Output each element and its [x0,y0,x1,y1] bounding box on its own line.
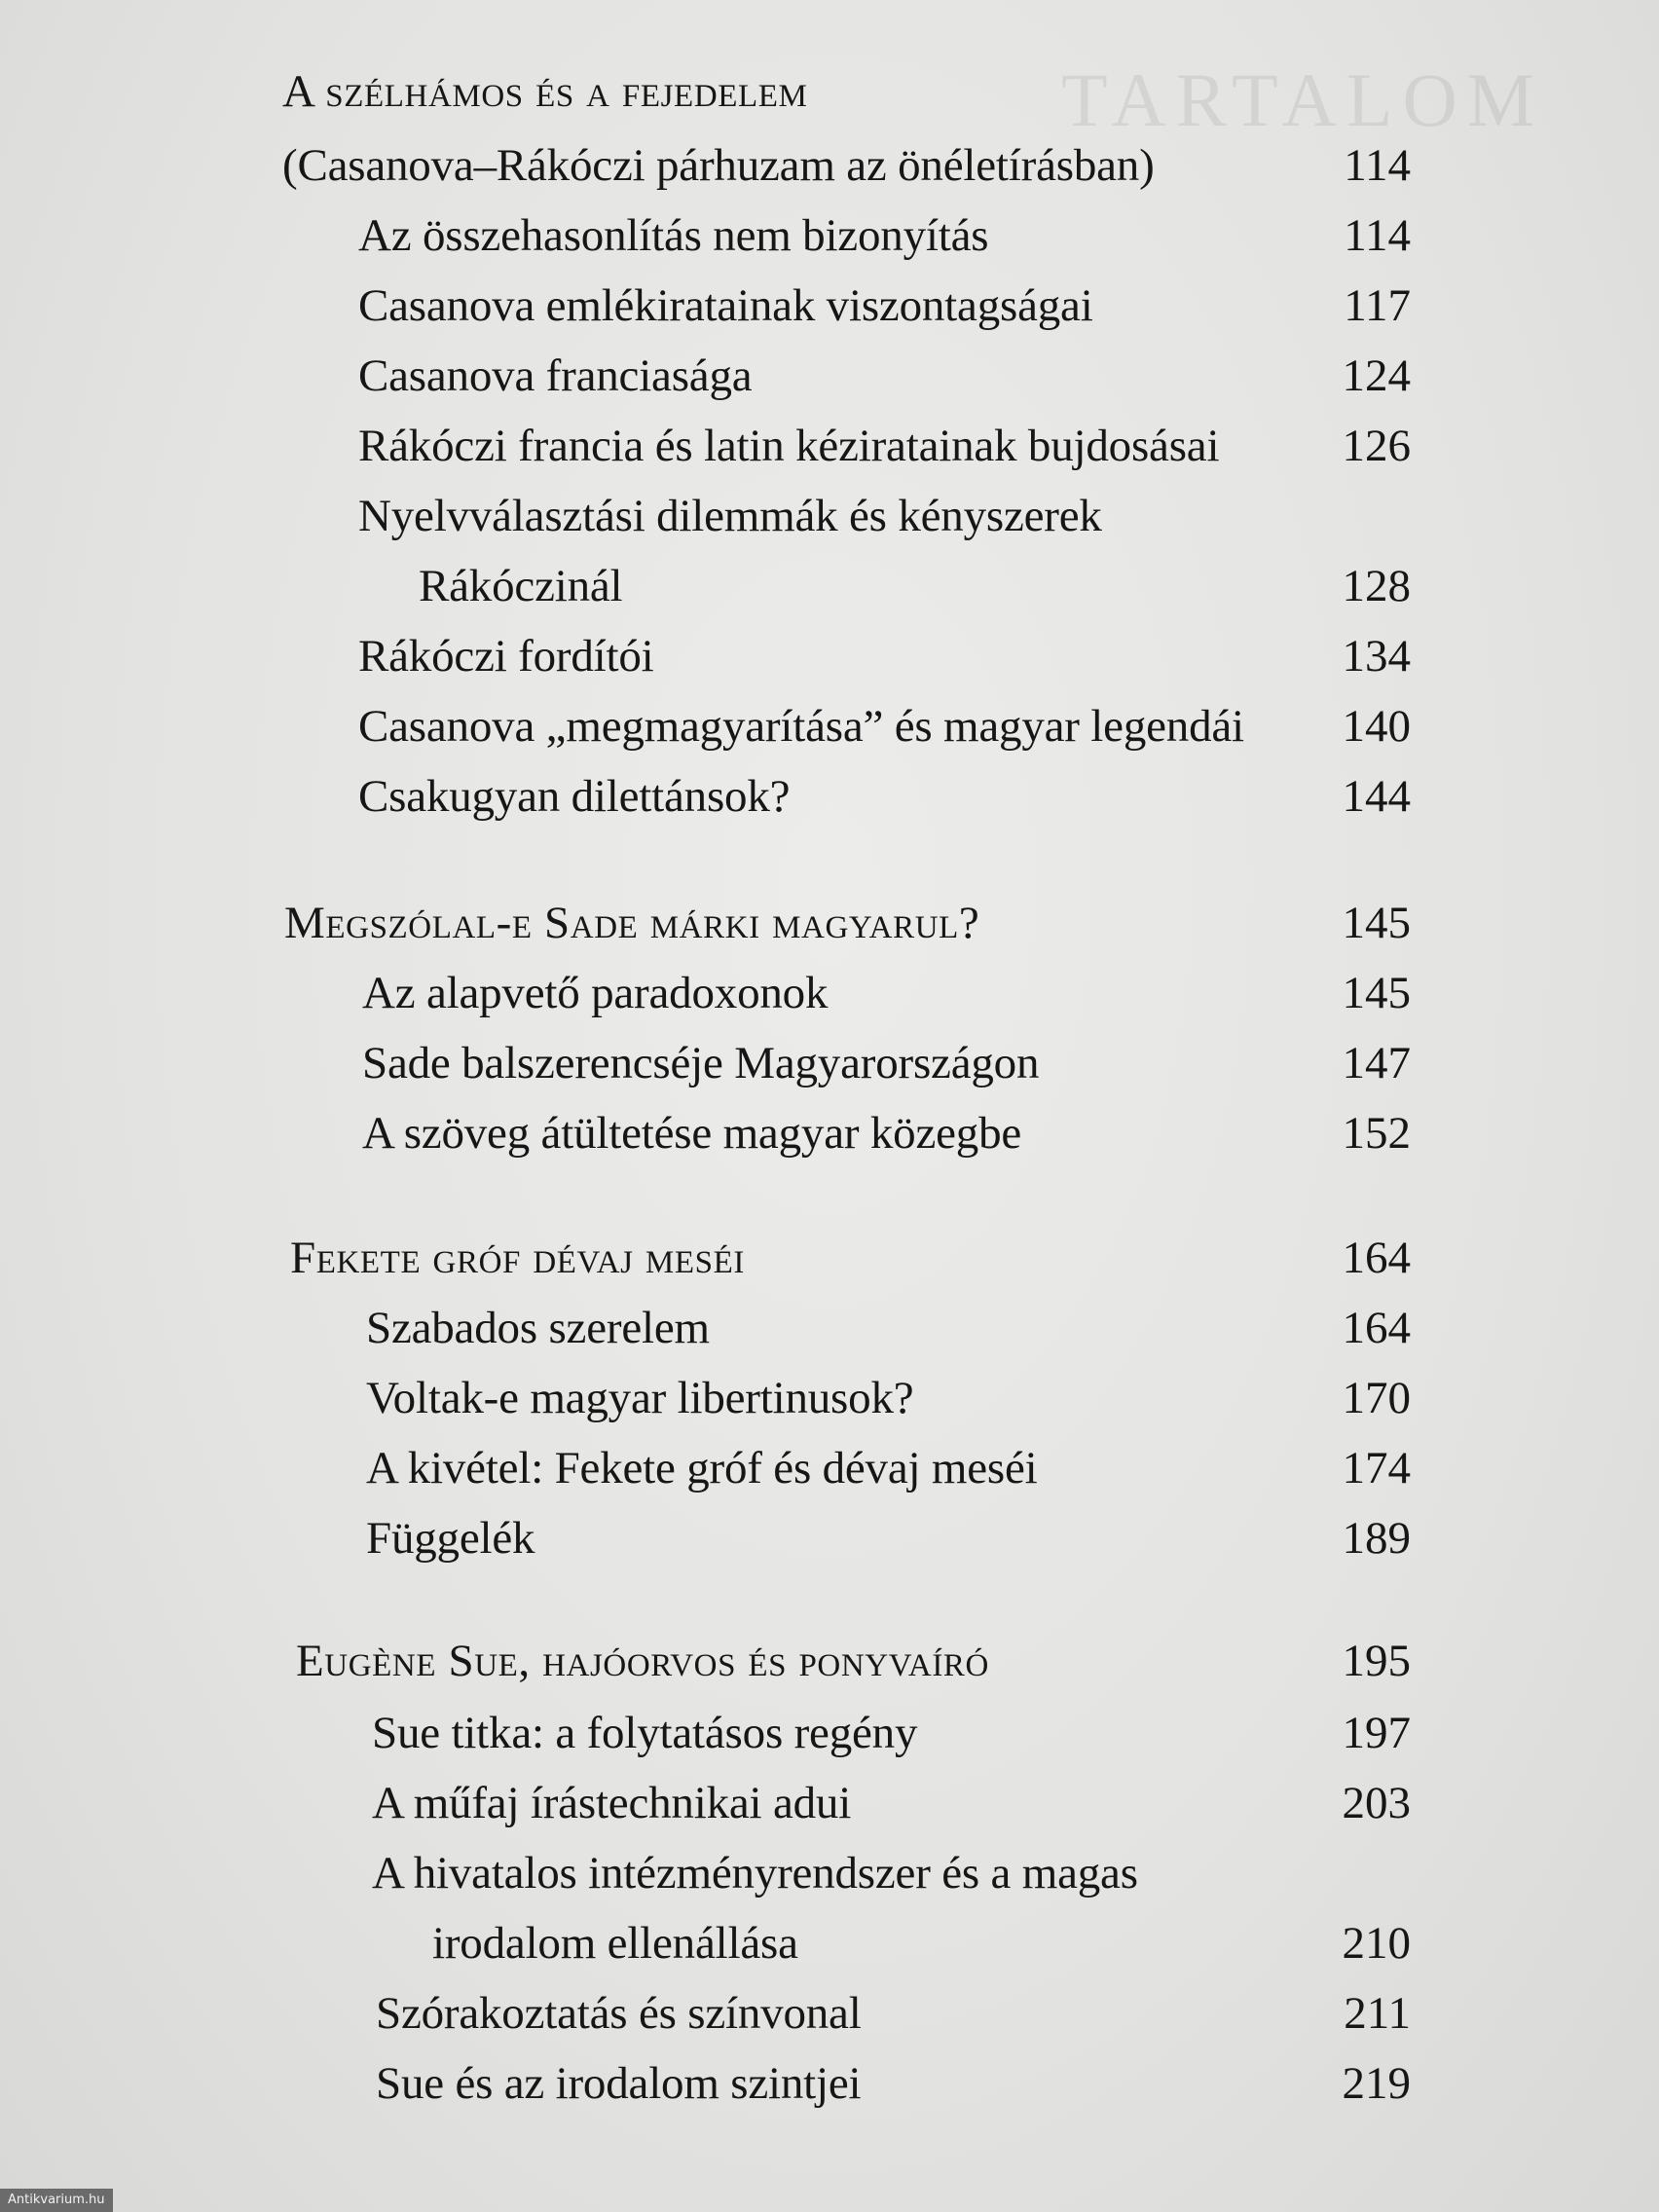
toc-page-number: 164 [1342,1303,1411,1353]
toc-entry-title: Függelék [366,1513,535,1564]
toc-entry [0,1774,1659,1842]
toc-entry [0,1299,1659,1367]
toc-entry-continuation [0,1914,1659,1982]
toc-entry-title: Szabados szerelem [366,1303,710,1353]
toc-page-number: 219 [1342,2058,1411,2109]
toc-entry [0,276,1659,345]
toc-page-number: 203 [1342,1778,1411,1828]
toc-entry-title: Rákóczinál [419,561,623,611]
toc-entry [0,1704,1659,1772]
toc-entry-title: Az összehasonlítás nem bizonyítás [358,210,989,261]
toc-entry [0,627,1659,695]
toc-entry-continuation [0,557,1659,625]
toc-entry [0,206,1659,275]
toc-entry [0,1104,1659,1172]
toc-page-number: 189 [1342,1513,1411,1564]
toc-page-number: 164 [1342,1233,1411,1283]
toc-entry-title: Casanova emlékiratainak viszontagságai [358,280,1093,331]
toc-entry-title: Nyelvválasztási dilemmák és kényszerek [358,491,1102,541]
toc-heading-text: A szélhámos és a fejedelem [282,66,808,117]
toc-page-number: 117 [1344,280,1411,331]
toc-page-number: 197 [1342,1708,1411,1758]
toc-entry-title: Rákóczi fordítói [358,631,654,682]
toc-entry-title: Sue titka: a folytatásos regény [372,1708,918,1758]
toc-entry [0,1439,1659,1507]
toc-section-heading [0,62,1659,130]
toc-page-number: 170 [1342,1373,1411,1423]
toc-entry-title: irodalom ellenállása [432,1918,798,1969]
toc-entry-title: A hivatalos intézményrendszer és a magas [372,1848,1138,1899]
toc-entry-title: A kivétel: Fekete gróf és dévaj meséi [366,1443,1038,1493]
toc-entry-title: Voltak-e magyar libertinusok? [366,1373,914,1423]
toc-entry [0,1844,1659,1912]
toc-section-heading [0,1229,1659,1297]
toc-subtitle-text: (Casanova–Rákóczi párhuzam az önéletírásban) [282,140,1155,191]
toc-entry [0,417,1659,485]
toc-section-subtitle [0,136,1659,204]
toc-entry-title: Szórakoztatás és színvonal [376,1988,862,2039]
toc-page-number: 210 [1342,1918,1411,1969]
toc-page-number: 152 [1342,1108,1411,1159]
toc-entry [0,1369,1659,1437]
bleed-through-heading: TARTALOM [1061,57,1545,142]
toc-entry-title: Casanova „megmagyarítása” és magyar legendái [358,701,1244,752]
toc-page-number: 114 [1344,140,1411,191]
toc-page-number: 145 [1342,968,1411,1018]
toc-page-number: 124 [1342,350,1411,401]
toc-entry [0,1034,1659,1102]
toc-page-number: 128 [1342,561,1411,611]
toc-entry [0,767,1659,835]
toc-heading-text: Megszólal-e Sade márki magyarul? [284,898,980,948]
toc-entry-title: Az alapvető paradoxonok [362,968,829,1018]
toc-page-number: 140 [1342,701,1411,752]
toc-entry [0,964,1659,1032]
toc-section-heading [0,1632,1659,1700]
toc-entry-title: Casanova franciasága [358,350,753,401]
toc-page-number: 134 [1342,631,1411,682]
toc-page-number: 195 [1342,1636,1411,1686]
toc-entry-title: Sue és az irodalom szintjei [376,2058,862,2109]
toc-entry-title: A műfaj írástechnikai adui [372,1778,852,1828]
toc-entry-title: Sade balszerencséje Magyarországon [362,1038,1040,1088]
toc-page-number: 114 [1344,210,1411,261]
toc-entry [0,697,1659,765]
toc-entry [0,1509,1659,1577]
toc-page-number: 147 [1342,1038,1411,1088]
watermark: Antikvarium.hu [0,2189,113,2212]
toc-entry-title: Csakugyan dilettánsok? [358,771,791,822]
toc-entry [0,2054,1659,2122]
toc-page-number: 144 [1342,771,1411,822]
toc-heading-text: Fekete gróf dévaj meséi [290,1233,745,1283]
toc-entry-title: Rákóczi francia és latin kéziratainak bujdosásai [358,421,1220,471]
toc-entry [0,487,1659,555]
toc-page-number: 174 [1342,1443,1411,1493]
toc-entry [0,1984,1659,2052]
toc-page-number: 126 [1342,421,1411,471]
toc-section-heading [0,894,1659,962]
toc-entry [0,347,1659,415]
toc-entry-title: A szöveg átültetése magyar közegbe [362,1108,1022,1159]
toc-page-number: 211 [1344,1988,1411,2039]
toc-page-number: 145 [1342,898,1411,948]
toc-heading-text: Eugène Sue, hajóorvos és ponyvaíró [296,1636,989,1686]
